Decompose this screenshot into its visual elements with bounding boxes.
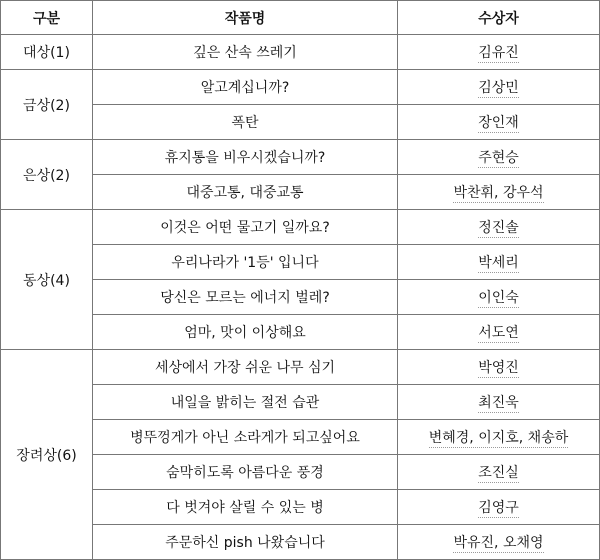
table-row	[1, 35, 600, 70]
winner-cell	[398, 525, 600, 560]
table-row	[1, 210, 600, 245]
title-cell: 대중고통, 대중교통	[93, 175, 398, 210]
category-cell: 은상(2)	[1, 140, 93, 210]
header-winner: 수상자	[398, 1, 600, 35]
title-cell: 휴지통을 비우시겠습니까?	[93, 140, 398, 175]
header-category: 구분	[1, 1, 93, 35]
winner-name: 이인숙	[478, 290, 519, 306]
table-row	[1, 350, 600, 385]
winner-cell	[398, 455, 600, 490]
title-cell: 세상에서 가장 쉬운 나무 심기	[93, 350, 398, 385]
title-cell: 당신은 모르는 에너지 벌레?	[93, 280, 398, 315]
title-cell: 알고계십니까?	[93, 70, 398, 105]
winner-cell	[398, 315, 600, 350]
winner-name: 김영구	[478, 500, 519, 516]
winner-cell	[398, 210, 600, 245]
winner-name: 김유진	[478, 45, 519, 61]
category-cell: 장려상(6)	[1, 350, 93, 560]
table-row	[1, 70, 600, 105]
title-cell: 우리나라가 '1등' 입니다	[93, 245, 398, 280]
title-cell: 폭탄	[93, 105, 398, 140]
category-cell: 대상(1)	[1, 35, 93, 70]
winner-name: 정진솔	[478, 220, 519, 236]
winner-cell	[398, 70, 600, 105]
header-row	[1, 1, 600, 35]
winner-cell	[398, 420, 600, 455]
winner-name: 박영진	[478, 360, 519, 376]
winner-name: 서도연	[478, 325, 519, 341]
winner-cell	[398, 490, 600, 525]
title-cell: 깊은 산속 쓰레기	[93, 35, 398, 70]
winner-name: 변혜경, 이지호, 채송하	[428, 430, 569, 446]
winner-cell	[398, 105, 600, 140]
winner-cell	[398, 280, 600, 315]
winner-cell	[398, 245, 600, 280]
title-cell: 주문하신 pish 나왔습니다	[93, 525, 398, 560]
category-cell: 금상(2)	[1, 70, 93, 140]
winner-name: 김상민	[478, 80, 519, 96]
title-cell: 다 벗겨야 살릴 수 있는 병	[93, 490, 398, 525]
header-title: 작품명	[93, 1, 398, 35]
winner-cell	[398, 35, 600, 70]
winner-name: 박세리	[478, 255, 519, 271]
title-cell: 내일을 밝히는 절전 습관	[93, 385, 398, 420]
title-cell: 엄마, 맛이 이상해요	[93, 315, 398, 350]
title-cell: 이것은 어떤 물고기 일까요?	[93, 210, 398, 245]
winner-cell	[398, 385, 600, 420]
table-row	[1, 140, 600, 175]
winner-name: 박유진, 오채영	[453, 535, 544, 551]
title-cell: 숨막히도록 아름다운 풍경	[93, 455, 398, 490]
winner-cell	[398, 350, 600, 385]
winner-cell	[398, 175, 600, 210]
category-cell: 동상(4)	[1, 210, 93, 350]
winner-name: 박찬휘, 강우석	[453, 185, 544, 201]
winner-name: 주현승	[478, 150, 519, 166]
winner-name: 조진실	[478, 465, 519, 481]
winner-cell	[398, 140, 600, 175]
awards-body	[1, 35, 600, 560]
winner-name: 장인재	[478, 115, 519, 131]
winner-name: 최진욱	[478, 395, 519, 411]
title-cell: 병뚜껑게가 아닌 소라게가 되고싶어요	[93, 420, 398, 455]
